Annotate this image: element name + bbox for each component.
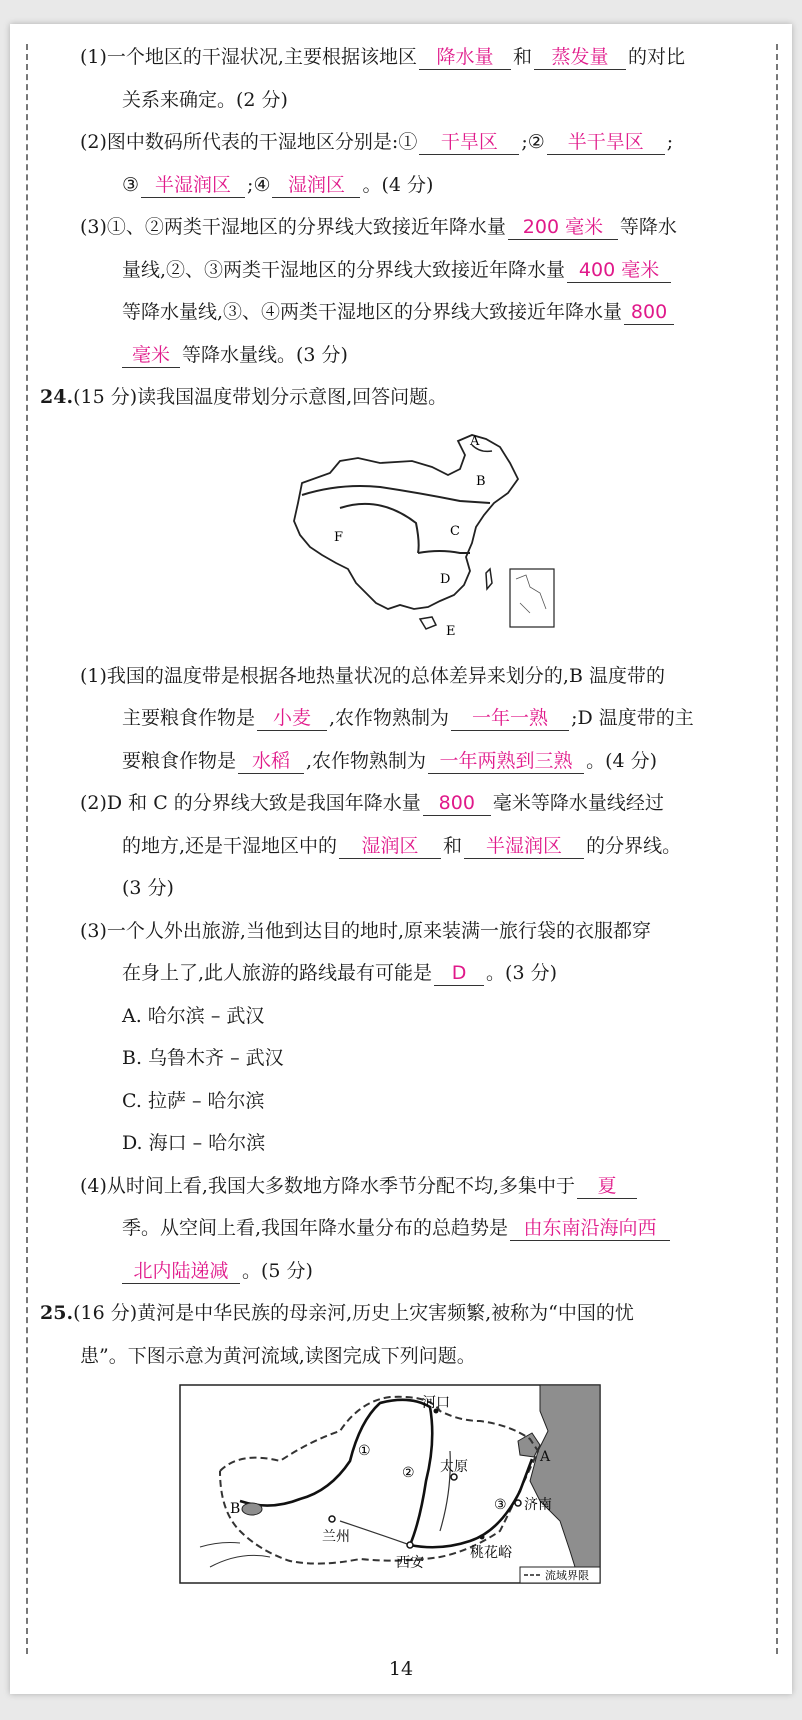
yellow-river-map — [40, 1381, 780, 1591]
map-label-b: B — [476, 473, 486, 489]
answer-blank: 毫米 — [122, 343, 180, 368]
q24-part3-line1: (3)一个人外出旅游,当他到达目的地时,原来装满一旅行袋的衣服都穿 — [80, 919, 651, 942]
answer-blank: 半干旱区 — [547, 130, 665, 155]
map-label-b: B — [230, 1501, 241, 1517]
q24-part4-line2: 季。从空间上看,我国年降水量分布的总趋势是 由东南沿海向西 — [40, 1207, 770, 1250]
q23-part3-line2: 量线,②、③两类干湿地区的分界线大致接近年降水量 400 毫米 — [40, 249, 770, 292]
city-marker-taohuayu — [480, 1535, 485, 1540]
q23-part1-line1: (1)一个地区的干湿状况,主要根据该地区 降水量 和 蒸发量 的对比 — [80, 46, 685, 68]
q24-heading: 24.(15 分)读我国温度带划分示意图,回答问题。 — [40, 386, 448, 408]
q23-part3-line4: 毫米 等降水量线。(3 分) — [40, 334, 770, 377]
page-content — [40, 36, 770, 1595]
left-binding-line — [26, 44, 28, 1654]
answer-blank: 蒸发量 — [534, 45, 626, 70]
china-outline — [294, 435, 518, 609]
map-label-lanzhou: 兰州 — [322, 1529, 350, 1545]
legend-label: 流域界限 — [545, 1569, 589, 1582]
lake-b — [242, 1503, 262, 1515]
map-label-a: A — [470, 433, 480, 449]
answer-blank: 400 毫米 — [567, 258, 671, 283]
map-label-a: A — [540, 1449, 551, 1465]
q24-part3-line2: 在身上了,此人旅游的路线最有可能是 D 。(3 分) — [122, 962, 558, 984]
map-label-xian: 西安 — [396, 1555, 424, 1571]
map-label-e: E — [446, 623, 456, 639]
yellow-river-svg — [40, 1381, 780, 1591]
hainan-island — [420, 617, 436, 629]
q24-part1-line2: 主要粮食作物是 小麦 ,农作物熟制为 一年一熟 ;D 温度带的主 — [122, 707, 694, 729]
q25-heading-line1: 25.(16 分)黄河是中华民族的母亲河,历史上灾害频繁,被称为“中国的忧 — [40, 1302, 634, 1324]
q24-part1-line1: (1)我国的温度带是根据各地热量状况的总体差异来划分的,B 温度带的 — [80, 664, 665, 687]
option-d: D. 海口 – 哈尔滨 — [122, 1132, 266, 1154]
q24-part2-line1: (2)D 和 C 的分界线大致是我国年降水量 800 毫米等降水量线经过 — [80, 792, 664, 814]
q23-part2-line1: (2)图中数码所代表的干湿地区分别是:① 干旱区 ;② 半干旱区 ; — [80, 131, 674, 153]
map-label-d: D — [440, 571, 451, 587]
answer-blank: 水稻 — [238, 749, 304, 774]
q24-part1-line3: 要粮食作物是 水稻 ,农作物熟制为 一年两熟到三熟 。(4 分) — [122, 749, 658, 772]
city-marker-xian — [407, 1542, 413, 1548]
answer-blank: 北内陆递减 — [122, 1259, 240, 1284]
q23-part2-line2: ③ 半湿润区 ;④ 湿润区 。(4 分) — [122, 173, 434, 196]
q23-part3-line3: 等降水量线,③、④两类干湿地区的分界线大致接近年降水量 800 — [40, 291, 770, 334]
option-c: C. 拉萨 – 哈尔滨 — [122, 1089, 265, 1112]
city-marker-jinan — [515, 1500, 521, 1506]
answer-blank: 降水量 — [419, 45, 511, 70]
answer-blank: 由东南沿海向西 — [510, 1216, 670, 1241]
document-page — [10, 24, 792, 1694]
answer-blank: 800 — [624, 300, 674, 325]
map-label-taohuayu: 桃花峪 — [470, 1545, 512, 1561]
answer-blank: 一年一熟 — [451, 706, 569, 731]
map-label-taiyuan: 太原 — [440, 1459, 468, 1475]
map-label-region-3: ③ — [494, 1497, 507, 1513]
answer-blank: 一年两熟到三熟 — [428, 749, 584, 774]
answer-blank: 半湿润区 — [464, 834, 584, 859]
answer-blank: 干旱区 — [419, 130, 519, 155]
temperature-zone-map — [40, 423, 780, 651]
map-label-c: C — [450, 523, 460, 539]
q24-part4-line3: 北内陆递减 。(5 分) — [40, 1250, 770, 1293]
answer-blank: 200 毫米 — [508, 215, 618, 240]
answer-blank: 800 — [423, 791, 491, 816]
answer-blank: 半湿润区 — [141, 173, 245, 198]
answer-blank: D — [434, 961, 484, 986]
answer-blank: 夏 — [577, 1174, 637, 1199]
option-b: B. 乌鲁木齐 – 武汉 — [122, 1047, 284, 1069]
answer-blank: 湿润区 — [272, 173, 360, 198]
city-marker-lanzhou — [329, 1516, 335, 1522]
q25-heading-line2: 患”。下图示意为黄河流域,读图完成下列问题。 — [80, 1344, 476, 1367]
answer-blank: 湿润区 — [339, 834, 441, 859]
map-label-f: F — [334, 529, 344, 545]
taiwan-island — [486, 569, 492, 589]
map-label-region-2: ② — [402, 1465, 415, 1481]
q24-part2-line2: 的地方,还是干湿地区中的 湿润区 和 半湿润区 的分界线。 — [122, 834, 682, 857]
answer-blank: 小麦 — [257, 706, 327, 731]
map-label-hekou: 河口 — [422, 1395, 450, 1411]
q23-part1-line2: 关系来确定。(2 分) — [122, 88, 288, 111]
q24-part4-line1: (4)从时间上看,我国大多数地方降水季节分配不均,多集中于 夏 — [40, 1165, 770, 1208]
map-label-jinan: 济南 — [524, 1497, 552, 1513]
q23-part3-line1: (3)①、②两类干湿地区的分界线大致接近年降水量 200 毫米 等降水 — [80, 216, 677, 238]
china-map-svg — [40, 423, 780, 651]
question-number: 25. — [40, 1302, 74, 1324]
option-a: A. 哈尔滨 – 武汉 — [122, 1004, 265, 1027]
q24-part2-line3: (3 分) — [122, 877, 174, 899]
map-label-region-1: ① — [358, 1443, 371, 1459]
question-number: 24. — [40, 386, 74, 408]
page-number: 14 — [388, 1658, 414, 1680]
south-sea-inset — [510, 569, 554, 627]
